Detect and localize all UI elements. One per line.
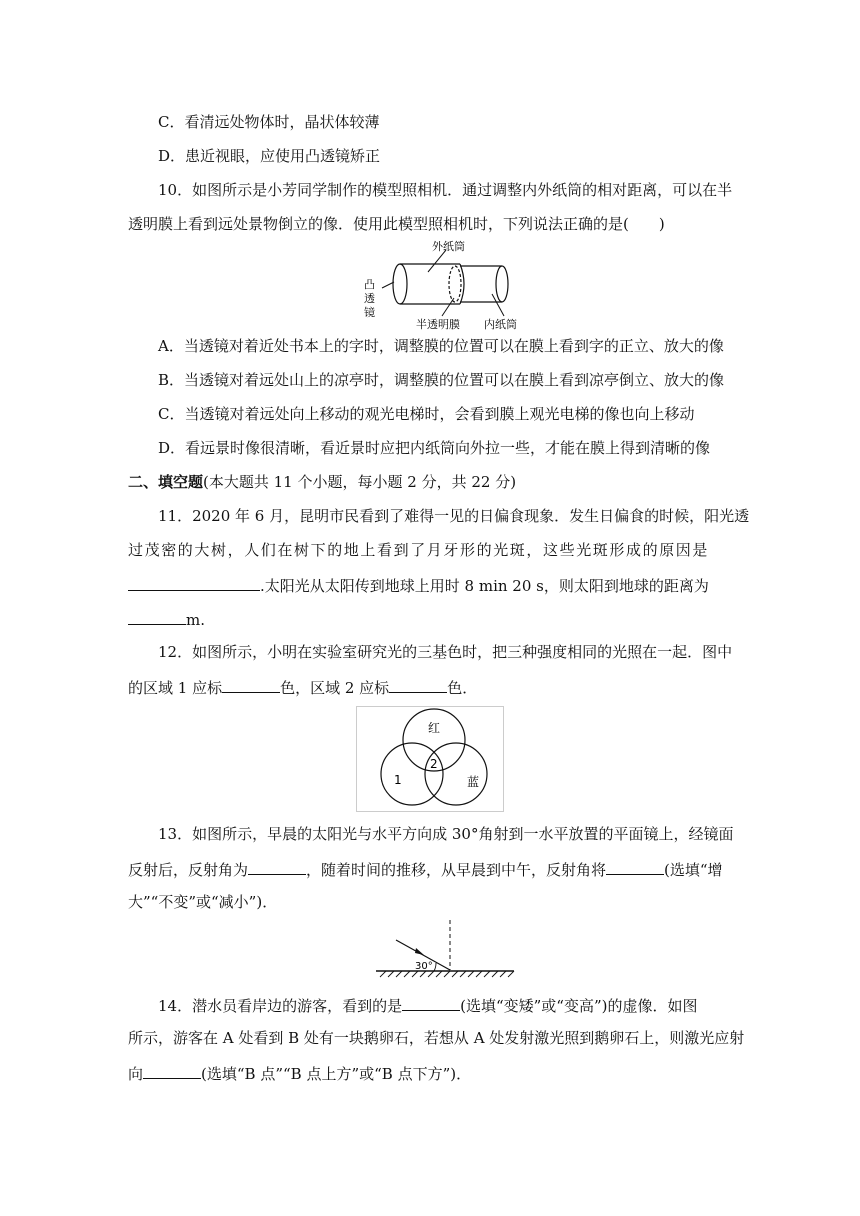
q11-line3: .太阳光从太阳传到地球上用时 8 min 20 s，则太阳到地球的距离为 [260,577,709,595]
q11-line3-wrap [128,574,709,596]
label-lens-3: 镜 [364,306,375,319]
q10-stem-line1: 10．如图所示是小芳同学制作的模型照相机．通过调整内外纸筒的相对距离，可以在半 [158,181,733,199]
q13-blank-2[interactable] [606,858,664,875]
label-lens-2: 透 [364,292,375,305]
section-heading [128,472,516,492]
label-blue: 蓝 [467,775,480,789]
label-film: 半透明膜 [416,318,460,331]
q12-blank-1[interactable] [222,676,280,693]
q13-line2b: ，随着时间的推移，从早晨到中午，反射角将 [306,861,607,879]
label-inner-tube: 内纸筒 [484,318,517,331]
q14-line2: 所示，游客在 A 处看到 B 处有一块鹅卵石，若想从 A 处发射激光照到鹅卵石上，则激光应射 [128,1029,745,1047]
q13-line2c: (选填“增 [664,861,723,879]
q11-line4: m. [186,611,205,629]
q13-line2a: 反射后，反射角为 [128,861,249,879]
q10-option-c: C．当透镜对着远处向上移动的观光电梯时，会看到膜上观光电梯的像也向上移动 [158,405,695,423]
q14-blank-1[interactable] [402,994,460,1011]
q10-option-d: D．看远景时像很清晰，看近景时应把内纸筒向外拉一些，才能在膜上得到清晰的像 [158,439,711,457]
q14-line1a: 14．潜水员看岸边的游客，看到的是 [158,997,403,1015]
label-angle: 30° [415,961,433,972]
label-outer-tube: 外纸筒 [432,240,465,253]
q14-line1 [158,994,697,1016]
q12-line2b: 色，区域 2 应标 [280,679,390,697]
q9-option-d: D．患近视眼，应使用凸透镜矫正 [158,147,381,165]
label-red: 红 [428,721,441,735]
q11-blank-2[interactable] [128,608,186,625]
label-region-1: 1 [394,773,402,787]
q13-line2 [128,858,723,880]
q14-blank-2[interactable] [143,1062,201,1079]
q11-line4-wrap [128,608,205,630]
q10-stem-line2: 透明膜上看到远处景物倒立的像．使用此模型照相机时，下列说法正确的是( ) [128,215,665,233]
q12-blank-2[interactable] [389,676,447,693]
camera-model-figure [360,238,540,330]
q9-option-c: C．看清远处物体时，晶状体较薄 [158,113,380,131]
label-region-2: 2 [430,757,438,771]
q12-line2 [128,676,477,698]
q10-option-b: B．当透镜对着远处山上的凉亭时，调整膜的位置可以在膜上看到凉亭倒立、放大的像 [158,371,725,389]
q13-line1: 13．如图所示，早晨的太阳光与水平方向成 30°角射到一水平放置的平面镜上，经镜面 [158,825,734,843]
mirror-reflection-figure [372,918,518,980]
q14-line3a: 向 [128,1065,144,1083]
q12-line1: 12．如图所示，小明在实验室研究光的三基色时，把三种强度相同的光照在一起．图中 [158,643,733,661]
label-lens-1: 凸 [364,278,375,291]
q14-line3b: (选填“B 点”“B 点上方”或“B 点下方”)． [201,1065,472,1083]
section-note: (本大题共 11 个小题，每小题 2 分，共 22 分) [203,473,517,491]
q14-line3 [128,1062,471,1084]
q11-line2: 过茂密的大树，人们在树下的地上看到了月牙形的光斑，这些光斑形成的原因是 [128,541,710,559]
q14-line1b: (选填“变矮”或“变高”)的虚像．如图 [460,997,698,1015]
section-title: 二、填空题 [128,473,204,491]
q13-blank-1[interactable] [248,858,306,875]
q10-option-a: A．当透镜对着近处书本上的字时，调整膜的位置可以在膜上看到字的正立、放大的像 [158,337,724,355]
q12-line2c: 色． [447,679,478,697]
three-primary-colors-figure [356,706,504,812]
q13-line3: 大”“不变”或“减小”)． [128,893,278,911]
q12-line2a: 的区域 1 应标 [128,679,223,697]
q11-line1: 11．2020 年 6 月，昆明市民看到了难得一见的日偏食现象．发生日偏食的时候，阳光透 [158,507,750,525]
q11-blank-1[interactable] [128,574,260,591]
